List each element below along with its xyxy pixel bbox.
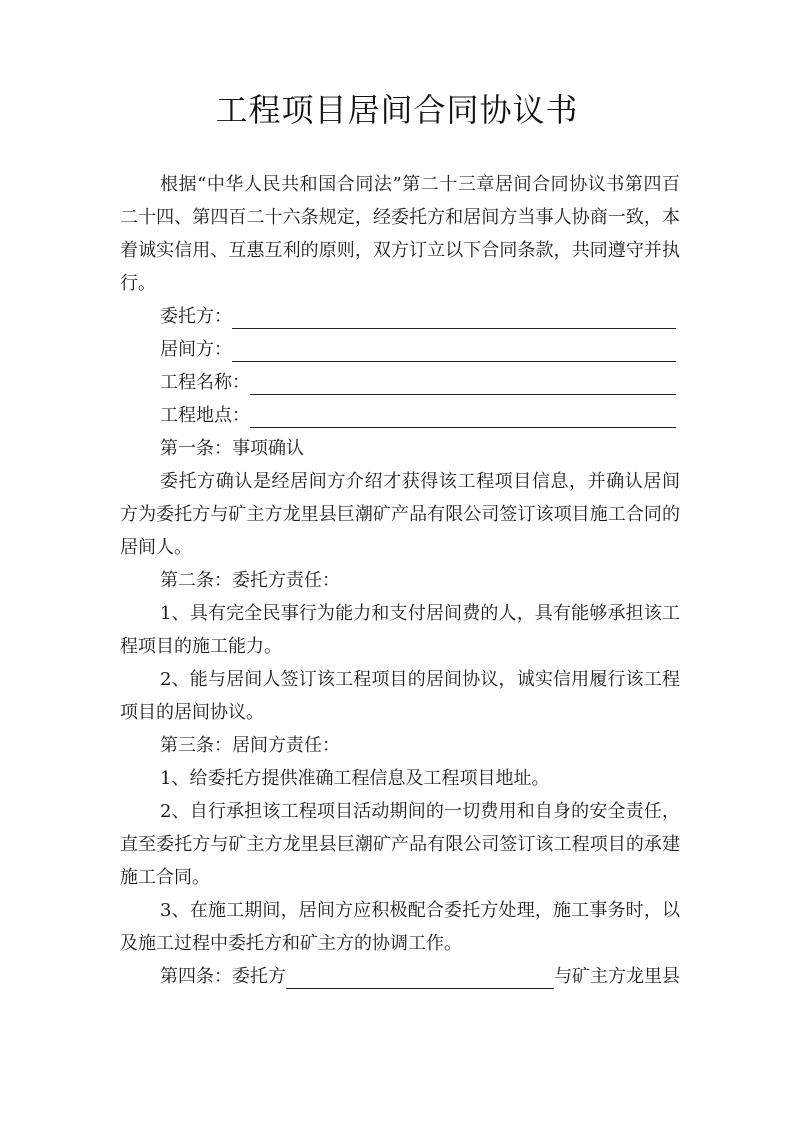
project-location-label: 工程地点： xyxy=(160,405,250,426)
project-location-field xyxy=(160,399,676,432)
article4-blank-line[interactable] xyxy=(286,964,554,989)
article4-line xyxy=(160,960,680,993)
project-location-blank-line[interactable] xyxy=(250,403,676,428)
article3-item2: 2、自行承担该工程项目活动期间的一切费用和自身的安全责任，直至委托方与矿主方龙里县巨潮矿产品有限公司签订该工程项目的承建施工合同。 xyxy=(120,801,680,888)
article3-item1: 1、给委托方提供准确工程信息及工程项目地址。 xyxy=(160,768,550,789)
intro-paragraph: 根据“中华人民共和国合同法”第二十三章居间合同协议书第四百二十四、第四百二十六条规定，经委托方和居间方当事人协商一致，本着诚实信用、互惠互利的原则，双方订立以下合同条款，共同遵守并执行。 xyxy=(120,174,680,294)
article3-heading: 第三条：居间方责任： xyxy=(160,735,340,756)
article1-heading: 第一条：事项确认 xyxy=(160,438,304,459)
article2-item1: 1、具有完全民事行为能力和支付居间费的人，具有能够承担该工程项目的施工能力。 xyxy=(120,603,680,657)
article3-item3: 3、在施工期间，居间方应积极配合委托方处理，施工事务时，以及施工过程中委托方和矿主方的协调工作。 xyxy=(120,900,680,954)
broker-label: 居间方： xyxy=(160,339,232,360)
article4-prefix: 第四条：委托方 xyxy=(160,966,286,987)
client-blank-line[interactable] xyxy=(232,304,676,329)
article2-item2: 2、能与居间人签订该工程项目的居间协议，诚实信用履行该工程项目的居间协议。 xyxy=(120,669,680,723)
project-name-blank-line[interactable] xyxy=(250,370,676,395)
client-field xyxy=(160,300,676,333)
document-title: 工程项目居间合同协议书 xyxy=(215,91,579,129)
article1-body: 委托方确认是经居间方介绍才获得该工程项目信息，并确认居间方为委托方与矿主方龙里县巨潮矿产品有限公司签订该项目施工合同的居间人。 xyxy=(120,471,680,558)
article2-heading: 第二条：委托方责任： xyxy=(160,570,340,591)
broker-blank-line[interactable] xyxy=(232,337,676,362)
client-label: 委托方： xyxy=(160,306,232,327)
article4-suffix: 与矿主方龙里县 xyxy=(554,966,680,987)
project-name-label: 工程名称： xyxy=(160,372,250,393)
broker-field xyxy=(160,333,676,366)
project-name-field xyxy=(160,366,676,399)
